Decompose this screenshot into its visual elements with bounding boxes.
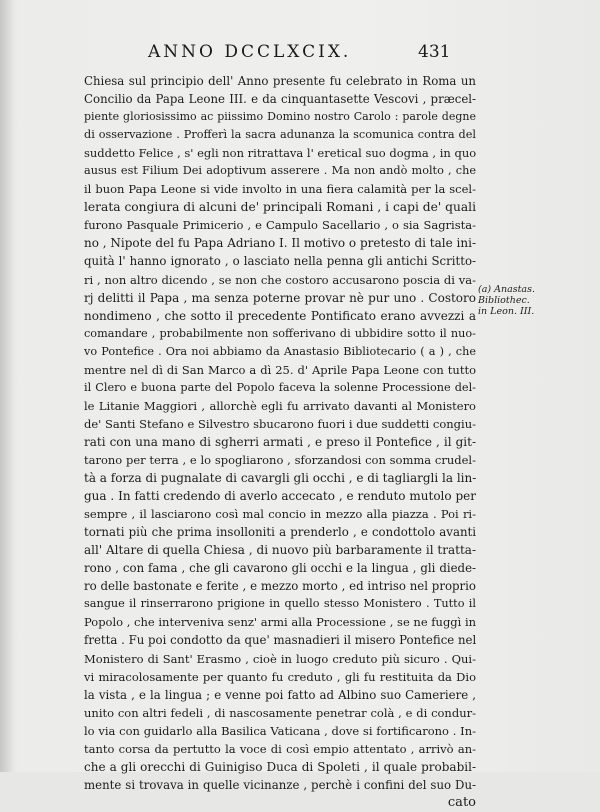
text-line: Monistero di Sant' Erasmo , cioè in luogo creduto più sicuro . Qui-: [84, 651, 476, 666]
text-line: ausus est Filium Dei adoptivum asserere . Ma non andò molto , che: [84, 164, 476, 178]
running-head: ANNO DCCLXCIX.: [148, 42, 352, 62]
text-line: nondimeno , che sotto il precedente Pontificato erano avvezzi a: [84, 308, 476, 323]
margin-note-line: (a) Anastas.: [478, 284, 535, 295]
page-number: 431: [418, 42, 451, 62]
text-line: rj delitti il Papa , ma senza poterne provar nè pur uno . Costoro: [84, 290, 476, 305]
text-line: suddetto Felice , s' egli non ritrattava l' eretical suo dogma , in quo: [84, 146, 477, 161]
text-line: cato: [447, 794, 476, 810]
text-line: fretta . Fu poi condotto da que' masnadieri il misero Pontefice nel: [84, 633, 477, 648]
text-line: lerata congiura di alcuni de' principali Romani , i capi de' quali: [84, 200, 476, 215]
text-line: unito con altri fedeli , di nascosamente penetrar colà , e di condur-: [84, 705, 476, 720]
text-line: rati con una mano di sgherri armati , e preso il Pontefice , il git-: [84, 434, 476, 449]
text-line: ro delle bastonate e ferite , e mezzo morto , ed intriso nel proprio: [84, 579, 476, 594]
text-line: quità l' hanno ignorato , o lasciato nella penna gli antichi Scritto-: [84, 254, 476, 269]
text-line: Popolo , che interveniva senz' armi alla Processione , se ne fuggì in: [84, 615, 477, 630]
text-line: de' Santi Stefano e Silvestro sbucarono fuori i due suddetti congiu-: [84, 416, 476, 431]
text-line: tornati più che prima insolloniti a prenderlo , e condottolo avanti: [84, 525, 476, 540]
text-line: la vista , e la lingua ; e venne poi fatto ad Albino suo Cameriere ,: [84, 687, 476, 702]
margin-note-line: in Leon. III.: [478, 306, 535, 317]
text-line: gua . In fatti credendo di averlo accecato , e renduto mutolo per: [84, 489, 476, 504]
text-line: lo via con guidarlo alla Basilica Vaticana , dove si fortificarono . In-: [84, 723, 476, 738]
text-line: tanto corsa da pertutto la voce di così empio attentato , arrivò an-: [84, 741, 476, 756]
text-line: di osservazione . Profferì la sacra adunanza la scomunica contra del: [84, 128, 476, 142]
text-line: mente si trovava in quelle vicinanze , perchè i confini del suo Du-: [84, 777, 476, 792]
text-line: mentre nel dì di San Marco a dì 25. d' Aprile Papa Leone con tutto: [84, 362, 476, 377]
text-line: il buon Papa Leone si vide involto in una fiera calamità per la scel-: [84, 182, 476, 197]
text-line: che a gli orecchi di Guinigiso Duca di Spoleti , il quale probabil-: [84, 759, 476, 774]
text-line: comandare , probabilmente non sofferivano di ubbidire sotto il nuo-: [84, 326, 476, 340]
text-line: vo Pontefice . Ora noi abbiamo da Anastasio Bibliotecario ( a ) , che: [84, 344, 476, 358]
text-line: sempre , il lasciarono così mal concio in mezzo alla piazza . Poi ri-: [84, 507, 476, 522]
text-line: furono Pasquale Primicerio , e Campulo Sacellario , o sia Sagrista-: [84, 218, 476, 233]
body-text: [84, 72, 476, 812]
text-line: piente gloriosissimo ac piissimo Domino nostro Carolo : parole degne: [84, 110, 476, 124]
text-line: sangue il rinserrarono prigione in quello stesso Monistero . Tutto il: [84, 597, 476, 611]
text-line: all' Altare di quella Chiesa , di nuovo più barbaramente il tratta-: [84, 543, 476, 558]
text-line: ri , non altro dicendo , se non che costoro accusarono poscia di va-: [84, 272, 476, 287]
text-line: tà a forza di pugnalate di cavargli gli occhi , e di tagliargli la lin-: [84, 471, 477, 486]
text-line: Concilio da Papa Leone III. e da cinquantasette Vescovi , præcel-: [84, 92, 476, 107]
text-line: le Litanie Maggiori , allorchè egli fu arrivato davanti al Monistero: [84, 398, 476, 413]
text-line: il Clero e buona parte del Popolo faceva la solenne Processione del-: [84, 380, 476, 394]
text-line: vi miracolosamente per quanto fu creduto , gli fu restituita da Dio: [84, 669, 476, 684]
text-line: no , Nipote del fu Papa Adriano I. Il motivo o pretesto di tale ini-: [84, 236, 476, 251]
page-header: [0, 42, 600, 66]
gutter-shadow: [0, 0, 14, 772]
margin-note-line: Bibliothec.: [478, 295, 530, 306]
text-line: tarono per terra , e lo spogliarono , sforzandosi con somma crudel-: [84, 452, 476, 467]
text-line: Chiesa sul principio dell' Anno presente fu celebrato in Roma un: [84, 74, 476, 88]
text-line: rono , con fama , che gli cavarono gli occhi e la lingua , gli diede-: [84, 561, 476, 576]
margin-note: [478, 284, 548, 317]
